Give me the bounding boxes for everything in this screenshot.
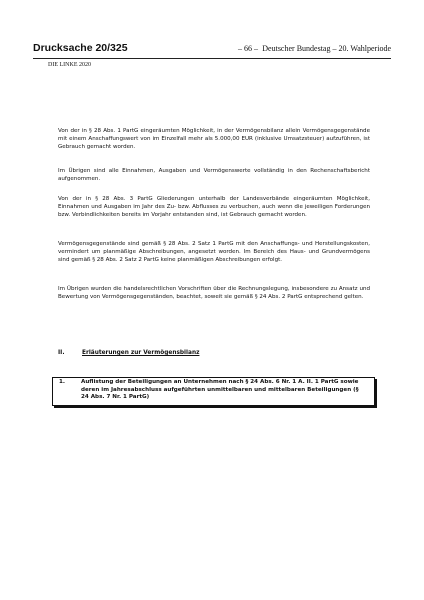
section-title: Erläuterungen zur Vermögensbilanz <box>82 350 200 356</box>
page-number: – 66 – <box>238 44 258 53</box>
document-number: Drucksache 20/325 <box>33 42 128 54</box>
section-heading <box>58 350 199 356</box>
party-line: DIE LINKE 2020 <box>48 62 91 68</box>
paragraph: Im Übrigen sind alle Einnahmen, Ausgaben und Vermögenswerte vollständig in den Rechenschaftsbericht aufgenommen. <box>58 168 370 183</box>
paragraph: Im Übrigen wurden die handelsrechtlichen Vorschriften über die Rechnungslegung, insbesondere zu Ansatz und Bewertung von Vermögensgegenständen, beachtet, soweit sie gemäß § 24 Abs. 2 PartG entsprechend gelten. <box>58 286 370 301</box>
parliament-period: Deutscher Bundestag – 20. Wahlperiode <box>262 44 391 53</box>
page-header <box>33 44 391 59</box>
paragraph: Von der in § 28 Abs. 3 PartG Gliederungen unterhalb der Landesverbände eingeräumten Möglichkeit, Einnahmen und Ausgaben im Jahr des Zu- bzw. Abflusses zu verbuchen, auch wenn die jeweiligen Forderungen bzw. Verbindlichkeiten bereits im Vorjahr entstanden sind, ist Gebrauch gemacht worden. <box>58 196 370 219</box>
paragraph: Vermögensgegenstände sind gemäß § 28 Abs. 2 Satz 1 PartG mit den Anschaffungs- und Herstellungskosten, vermindert um planmäßige Abschreibungen, angesetzt worden. Im Bereich des Haus- und Grundvermögens sind gemäß § 28 Abs. 2 Satz 2 PartG keine planmäßigen Abschreibungen erfolgt. <box>58 241 370 264</box>
subsection-box <box>52 377 375 406</box>
subsection-title: Auflistung der Beteiligungen an Unternehmen nach § 24 Abs. 6 Nr. 1 A. II. 1 PartG sowie deren im Jahresabschluss aufgeführten unmittelbaren und mittelbaren Beteiligungen (§ 24 Abs. 7 Nr. 1 PartG) <box>81 379 359 401</box>
section-number: II. <box>58 350 65 356</box>
subsection-number: 1. <box>59 379 66 385</box>
paragraph: Von der in § 28 Abs. 1 PartG eingeräumten Möglichkeit, in der Vermögensbilanz allein Vermögensgegenstände mit einem Anschaffungswert von im Einzelfall mehr als 5.000,00 EUR (inklusive Umsatzsteuer) aufzuführen, ist Gebrauch gemacht worden. <box>58 128 370 151</box>
